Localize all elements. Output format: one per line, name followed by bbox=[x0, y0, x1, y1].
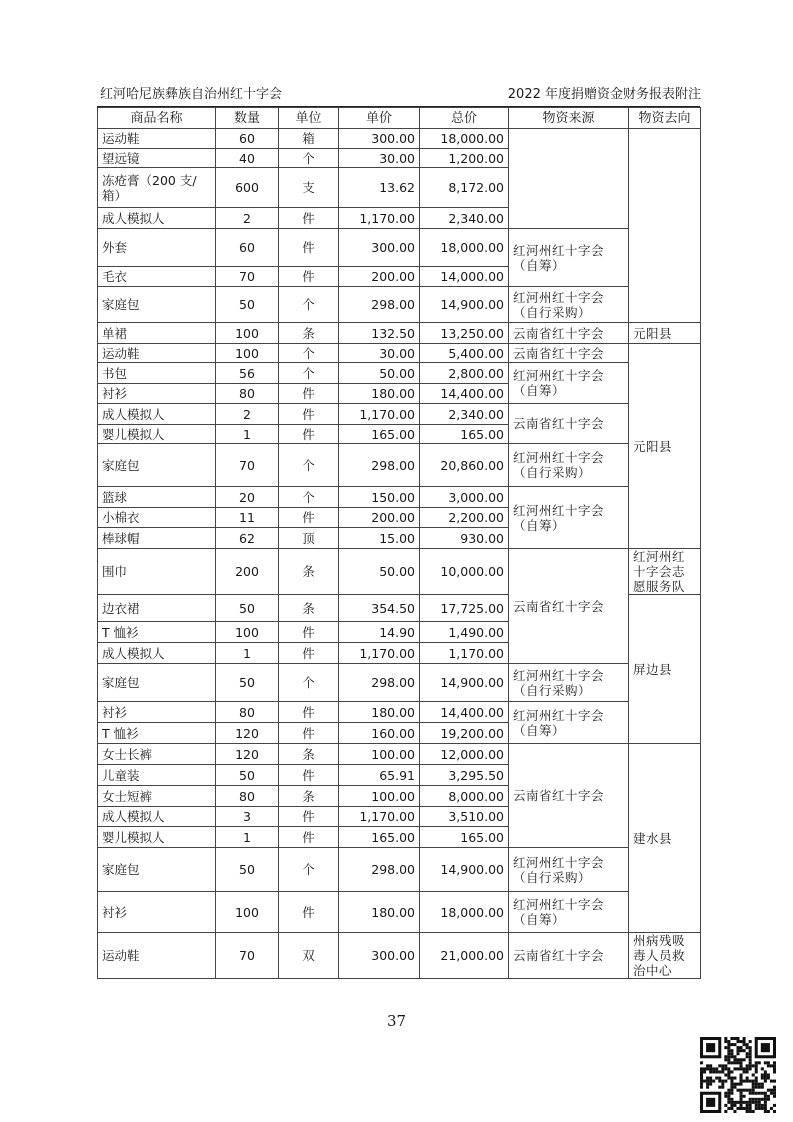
material-source: 红河州红十字会（自筹） bbox=[509, 229, 629, 287]
material-source: 红河州红十字会（自行采购） bbox=[509, 848, 629, 892]
table-row bbox=[98, 287, 701, 323]
item-total-price: 18,000.00 bbox=[420, 892, 509, 933]
item-name: 篮球 bbox=[98, 487, 216, 508]
item-quantity: 100 bbox=[216, 344, 279, 363]
item-quantity: 100 bbox=[216, 892, 279, 933]
item-name: 运动鞋 bbox=[98, 933, 216, 979]
item-unit: 箱 bbox=[279, 129, 339, 149]
item-quantity: 80 bbox=[216, 786, 279, 807]
item-quantity: 50 bbox=[216, 848, 279, 892]
table-row bbox=[98, 363, 701, 384]
item-total-price: 2,340.00 bbox=[420, 404, 509, 425]
item-name: T 恤衫 bbox=[98, 723, 216, 744]
material-source: 红河州红十字会（自筹） bbox=[509, 363, 629, 404]
item-unit: 件 bbox=[279, 702, 339, 723]
item-quantity: 80 bbox=[216, 702, 279, 723]
table-row bbox=[98, 892, 701, 933]
qr-code-icon bbox=[700, 1037, 776, 1113]
item-unit: 件 bbox=[279, 384, 339, 404]
header-org: 红河哈尼族彝族自治州红十字会 bbox=[100, 87, 283, 102]
item-name: 运动鞋 bbox=[98, 344, 216, 363]
item-unit-price: 298.00 bbox=[339, 444, 420, 487]
item-total-price: 3,000.00 bbox=[420, 487, 509, 508]
item-name: 单裙 bbox=[98, 323, 216, 344]
item-unit: 个 bbox=[279, 149, 339, 168]
table-row bbox=[98, 848, 701, 892]
item-quantity: 60 bbox=[216, 229, 279, 267]
item-total-price: 12,000.00 bbox=[420, 744, 509, 765]
item-quantity: 50 bbox=[216, 595, 279, 622]
item-total-price: 20,860.00 bbox=[420, 444, 509, 487]
item-unit: 个 bbox=[279, 664, 339, 702]
item-name: 儿童装 bbox=[98, 765, 216, 786]
item-unit-price: 100.00 bbox=[339, 744, 420, 765]
item-name: 家庭包 bbox=[98, 848, 216, 892]
header-report-title: 2022 年度捐赠资金财务报表附注 bbox=[507, 87, 701, 102]
item-unit-price: 160.00 bbox=[339, 723, 420, 744]
item-total-price: 2,800.00 bbox=[420, 363, 509, 384]
item-total-price: 5,400.00 bbox=[420, 344, 509, 363]
item-name: 家庭包 bbox=[98, 444, 216, 487]
material-source: 云南省红十字会 bbox=[509, 549, 629, 664]
item-quantity: 1 bbox=[216, 827, 279, 848]
material-source: 红河州红十字会（自筹） bbox=[509, 892, 629, 933]
item-total-price: 14,400.00 bbox=[420, 702, 509, 723]
item-unit-price: 165.00 bbox=[339, 827, 420, 848]
item-unit: 条 bbox=[279, 549, 339, 595]
item-unit-price: 13.62 bbox=[339, 168, 420, 208]
table-row bbox=[98, 404, 701, 425]
item-name: 书包 bbox=[98, 363, 216, 384]
item-unit: 个 bbox=[279, 344, 339, 363]
item-unit-price: 300.00 bbox=[339, 129, 420, 149]
item-quantity: 1 bbox=[216, 425, 279, 444]
item-name: 婴儿模拟人 bbox=[98, 425, 216, 444]
item-total-price: 13,250.00 bbox=[420, 323, 509, 344]
table-row bbox=[98, 344, 701, 363]
material-source: 云南省红十字会 bbox=[509, 323, 629, 344]
material-source: 红河州红十字会（自筹） bbox=[509, 702, 629, 744]
material-destination: 屏边县 bbox=[629, 595, 701, 744]
item-name: 围巾 bbox=[98, 549, 216, 595]
item-quantity: 120 bbox=[216, 744, 279, 765]
item-unit-price: 180.00 bbox=[339, 702, 420, 723]
item-unit: 个 bbox=[279, 444, 339, 487]
item-quantity: 70 bbox=[216, 933, 279, 979]
material-source: 云南省红十字会 bbox=[509, 933, 629, 979]
item-unit-price: 298.00 bbox=[339, 287, 420, 323]
item-name: 女士短裤 bbox=[98, 786, 216, 807]
item-unit: 条 bbox=[279, 595, 339, 622]
item-unit-price: 15.00 bbox=[339, 528, 420, 549]
item-total-price: 18,000.00 bbox=[420, 129, 509, 149]
item-total-price: 3,510.00 bbox=[420, 807, 509, 827]
item-unit: 件 bbox=[279, 807, 339, 827]
item-name: 婴儿模拟人 bbox=[98, 827, 216, 848]
item-unit: 条 bbox=[279, 786, 339, 807]
item-name: 毛衣 bbox=[98, 267, 216, 287]
material-source: 云南省红十字会 bbox=[509, 344, 629, 363]
material-destination: 红河州红十字会志愿服务队 bbox=[629, 549, 701, 595]
item-unit-price: 150.00 bbox=[339, 487, 420, 508]
material-destination: 元阳县 bbox=[629, 344, 701, 549]
item-unit-price: 14.90 bbox=[339, 622, 420, 643]
item-unit: 件 bbox=[279, 404, 339, 425]
item-quantity: 600 bbox=[216, 168, 279, 208]
item-unit-price: 300.00 bbox=[339, 229, 420, 267]
item-unit-price: 1,170.00 bbox=[339, 404, 420, 425]
item-unit: 条 bbox=[279, 323, 339, 344]
item-unit-price: 50.00 bbox=[339, 549, 420, 595]
table-row bbox=[98, 487, 701, 508]
item-total-price: 3,295.50 bbox=[420, 765, 509, 786]
item-total-price: 1,170.00 bbox=[420, 643, 509, 664]
item-total-price: 165.00 bbox=[420, 827, 509, 848]
item-total-price: 10,000.00 bbox=[420, 549, 509, 595]
item-unit: 件 bbox=[279, 723, 339, 744]
item-unit: 件 bbox=[279, 643, 339, 664]
item-total-price: 14,400.00 bbox=[420, 384, 509, 404]
item-unit: 件 bbox=[279, 208, 339, 229]
item-unit: 件 bbox=[279, 622, 339, 643]
item-total-price: 8,000.00 bbox=[420, 786, 509, 807]
item-unit-price: 30.00 bbox=[339, 149, 420, 168]
item-name: 衬衫 bbox=[98, 892, 216, 933]
item-total-price: 930.00 bbox=[420, 528, 509, 549]
item-quantity: 70 bbox=[216, 444, 279, 487]
item-name: 棒球帽 bbox=[98, 528, 216, 549]
table-row bbox=[98, 229, 701, 267]
item-quantity: 70 bbox=[216, 267, 279, 287]
item-name: 望远镜 bbox=[98, 149, 216, 168]
item-unit: 件 bbox=[279, 425, 339, 444]
item-quantity: 3 bbox=[216, 807, 279, 827]
item-name: T 恤衫 bbox=[98, 622, 216, 643]
item-total-price: 1,490.00 bbox=[420, 622, 509, 643]
item-name: 女士长裤 bbox=[98, 744, 216, 765]
item-unit-price: 132.50 bbox=[339, 323, 420, 344]
item-unit: 件 bbox=[279, 229, 339, 267]
item-quantity: 120 bbox=[216, 723, 279, 744]
column-header: 数量 bbox=[216, 108, 279, 129]
item-name: 成人模拟人 bbox=[98, 807, 216, 827]
table-row bbox=[98, 323, 701, 344]
item-name: 小棉衣 bbox=[98, 508, 216, 528]
item-unit-price: 65.91 bbox=[339, 765, 420, 786]
material-destination: 建水县 bbox=[629, 744, 701, 933]
item-unit-price: 50.00 bbox=[339, 363, 420, 384]
item-total-price: 2,200.00 bbox=[420, 508, 509, 528]
column-header: 物资去向 bbox=[629, 108, 701, 129]
table-header-row bbox=[98, 108, 701, 129]
table-row bbox=[98, 444, 701, 487]
item-quantity: 2 bbox=[216, 404, 279, 425]
column-header: 单价 bbox=[339, 108, 420, 129]
item-quantity: 56 bbox=[216, 363, 279, 384]
material-source: 红河州红十字会（自行采购） bbox=[509, 664, 629, 702]
item-quantity: 60 bbox=[216, 129, 279, 149]
item-quantity: 2 bbox=[216, 208, 279, 229]
material-source: 红河州红十字会（自行采购） bbox=[509, 444, 629, 487]
material-source: 云南省红十字会 bbox=[509, 744, 629, 848]
item-quantity: 80 bbox=[216, 384, 279, 404]
item-unit-price: 354.50 bbox=[339, 595, 420, 622]
item-unit: 顶 bbox=[279, 528, 339, 549]
item-quantity: 11 bbox=[216, 508, 279, 528]
item-unit: 个 bbox=[279, 487, 339, 508]
item-quantity: 100 bbox=[216, 622, 279, 643]
column-header: 单位 bbox=[279, 108, 339, 129]
item-unit-price: 165.00 bbox=[339, 425, 420, 444]
table-row bbox=[98, 744, 701, 765]
item-total-price: 19,200.00 bbox=[420, 723, 509, 744]
item-unit: 件 bbox=[279, 508, 339, 528]
item-quantity: 50 bbox=[216, 287, 279, 323]
item-unit-price: 30.00 bbox=[339, 344, 420, 363]
material-source: 云南省红十字会 bbox=[509, 404, 629, 444]
item-unit: 双 bbox=[279, 933, 339, 979]
item-quantity: 20 bbox=[216, 487, 279, 508]
item-unit: 支 bbox=[279, 168, 339, 208]
column-header: 物资来源 bbox=[509, 108, 629, 129]
item-unit-price: 1,170.00 bbox=[339, 807, 420, 827]
material-destination: 州病残吸毒人员救治中心 bbox=[629, 933, 701, 979]
item-name: 衬衫 bbox=[98, 702, 216, 723]
item-unit-price: 300.00 bbox=[339, 933, 420, 979]
item-quantity: 50 bbox=[216, 765, 279, 786]
item-unit-price: 1,170.00 bbox=[339, 643, 420, 664]
item-total-price: 165.00 bbox=[420, 425, 509, 444]
item-unit-price: 298.00 bbox=[339, 664, 420, 702]
item-unit-price: 180.00 bbox=[339, 384, 420, 404]
material-source: 红河州红十字会（自筹） bbox=[509, 487, 629, 549]
item-name: 成人模拟人 bbox=[98, 643, 216, 664]
item-quantity: 62 bbox=[216, 528, 279, 549]
item-total-price: 14,900.00 bbox=[420, 664, 509, 702]
item-total-price: 17,725.00 bbox=[420, 595, 509, 622]
item-name: 家庭包 bbox=[98, 287, 216, 323]
material-source: 红河州红十字会（自行采购） bbox=[509, 287, 629, 323]
item-name: 成人模拟人 bbox=[98, 208, 216, 229]
material-source bbox=[509, 129, 629, 229]
item-total-price: 18,000.00 bbox=[420, 229, 509, 267]
item-name: 冻疮膏（200 支/箱） bbox=[98, 168, 216, 208]
item-quantity: 100 bbox=[216, 323, 279, 344]
item-quantity: 40 bbox=[216, 149, 279, 168]
table-row bbox=[98, 664, 701, 702]
item-name: 成人模拟人 bbox=[98, 404, 216, 425]
item-unit: 个 bbox=[279, 363, 339, 384]
table-row bbox=[98, 933, 701, 979]
item-total-price: 21,000.00 bbox=[420, 933, 509, 979]
item-unit-price: 1,170.00 bbox=[339, 208, 420, 229]
material-destination: 元阳县 bbox=[629, 323, 701, 344]
item-total-price: 14,900.00 bbox=[420, 848, 509, 892]
item-name: 运动鞋 bbox=[98, 129, 216, 149]
item-unit-price: 100.00 bbox=[339, 786, 420, 807]
item-unit: 条 bbox=[279, 744, 339, 765]
item-total-price: 14,000.00 bbox=[420, 267, 509, 287]
item-name: 外套 bbox=[98, 229, 216, 267]
item-quantity: 200 bbox=[216, 549, 279, 595]
column-header: 总价 bbox=[420, 108, 509, 129]
item-total-price: 2,340.00 bbox=[420, 208, 509, 229]
donation-table bbox=[97, 107, 701, 979]
item-total-price: 1,200.00 bbox=[420, 149, 509, 168]
item-name: 家庭包 bbox=[98, 664, 216, 702]
table-row bbox=[98, 129, 701, 149]
table-row bbox=[98, 549, 701, 595]
item-unit-price: 298.00 bbox=[339, 848, 420, 892]
item-name: 边衣裙 bbox=[98, 595, 216, 622]
item-total-price: 14,900.00 bbox=[420, 287, 509, 323]
item-unit-price: 200.00 bbox=[339, 508, 420, 528]
item-unit: 个 bbox=[279, 848, 339, 892]
item-unit-price: 180.00 bbox=[339, 892, 420, 933]
item-quantity: 50 bbox=[216, 664, 279, 702]
item-unit: 件 bbox=[279, 765, 339, 786]
item-name: 衬衫 bbox=[98, 384, 216, 404]
item-unit: 件 bbox=[279, 827, 339, 848]
page-number: 37 bbox=[386, 1012, 407, 1030]
item-unit: 个 bbox=[279, 287, 339, 323]
table-row bbox=[98, 702, 701, 723]
item-total-price: 8,172.00 bbox=[420, 168, 509, 208]
material-destination bbox=[629, 129, 701, 323]
column-header: 商品名称 bbox=[98, 108, 216, 129]
item-unit: 件 bbox=[279, 892, 339, 933]
item-quantity: 1 bbox=[216, 643, 279, 664]
item-unit-price: 200.00 bbox=[339, 267, 420, 287]
item-unit: 件 bbox=[279, 267, 339, 287]
